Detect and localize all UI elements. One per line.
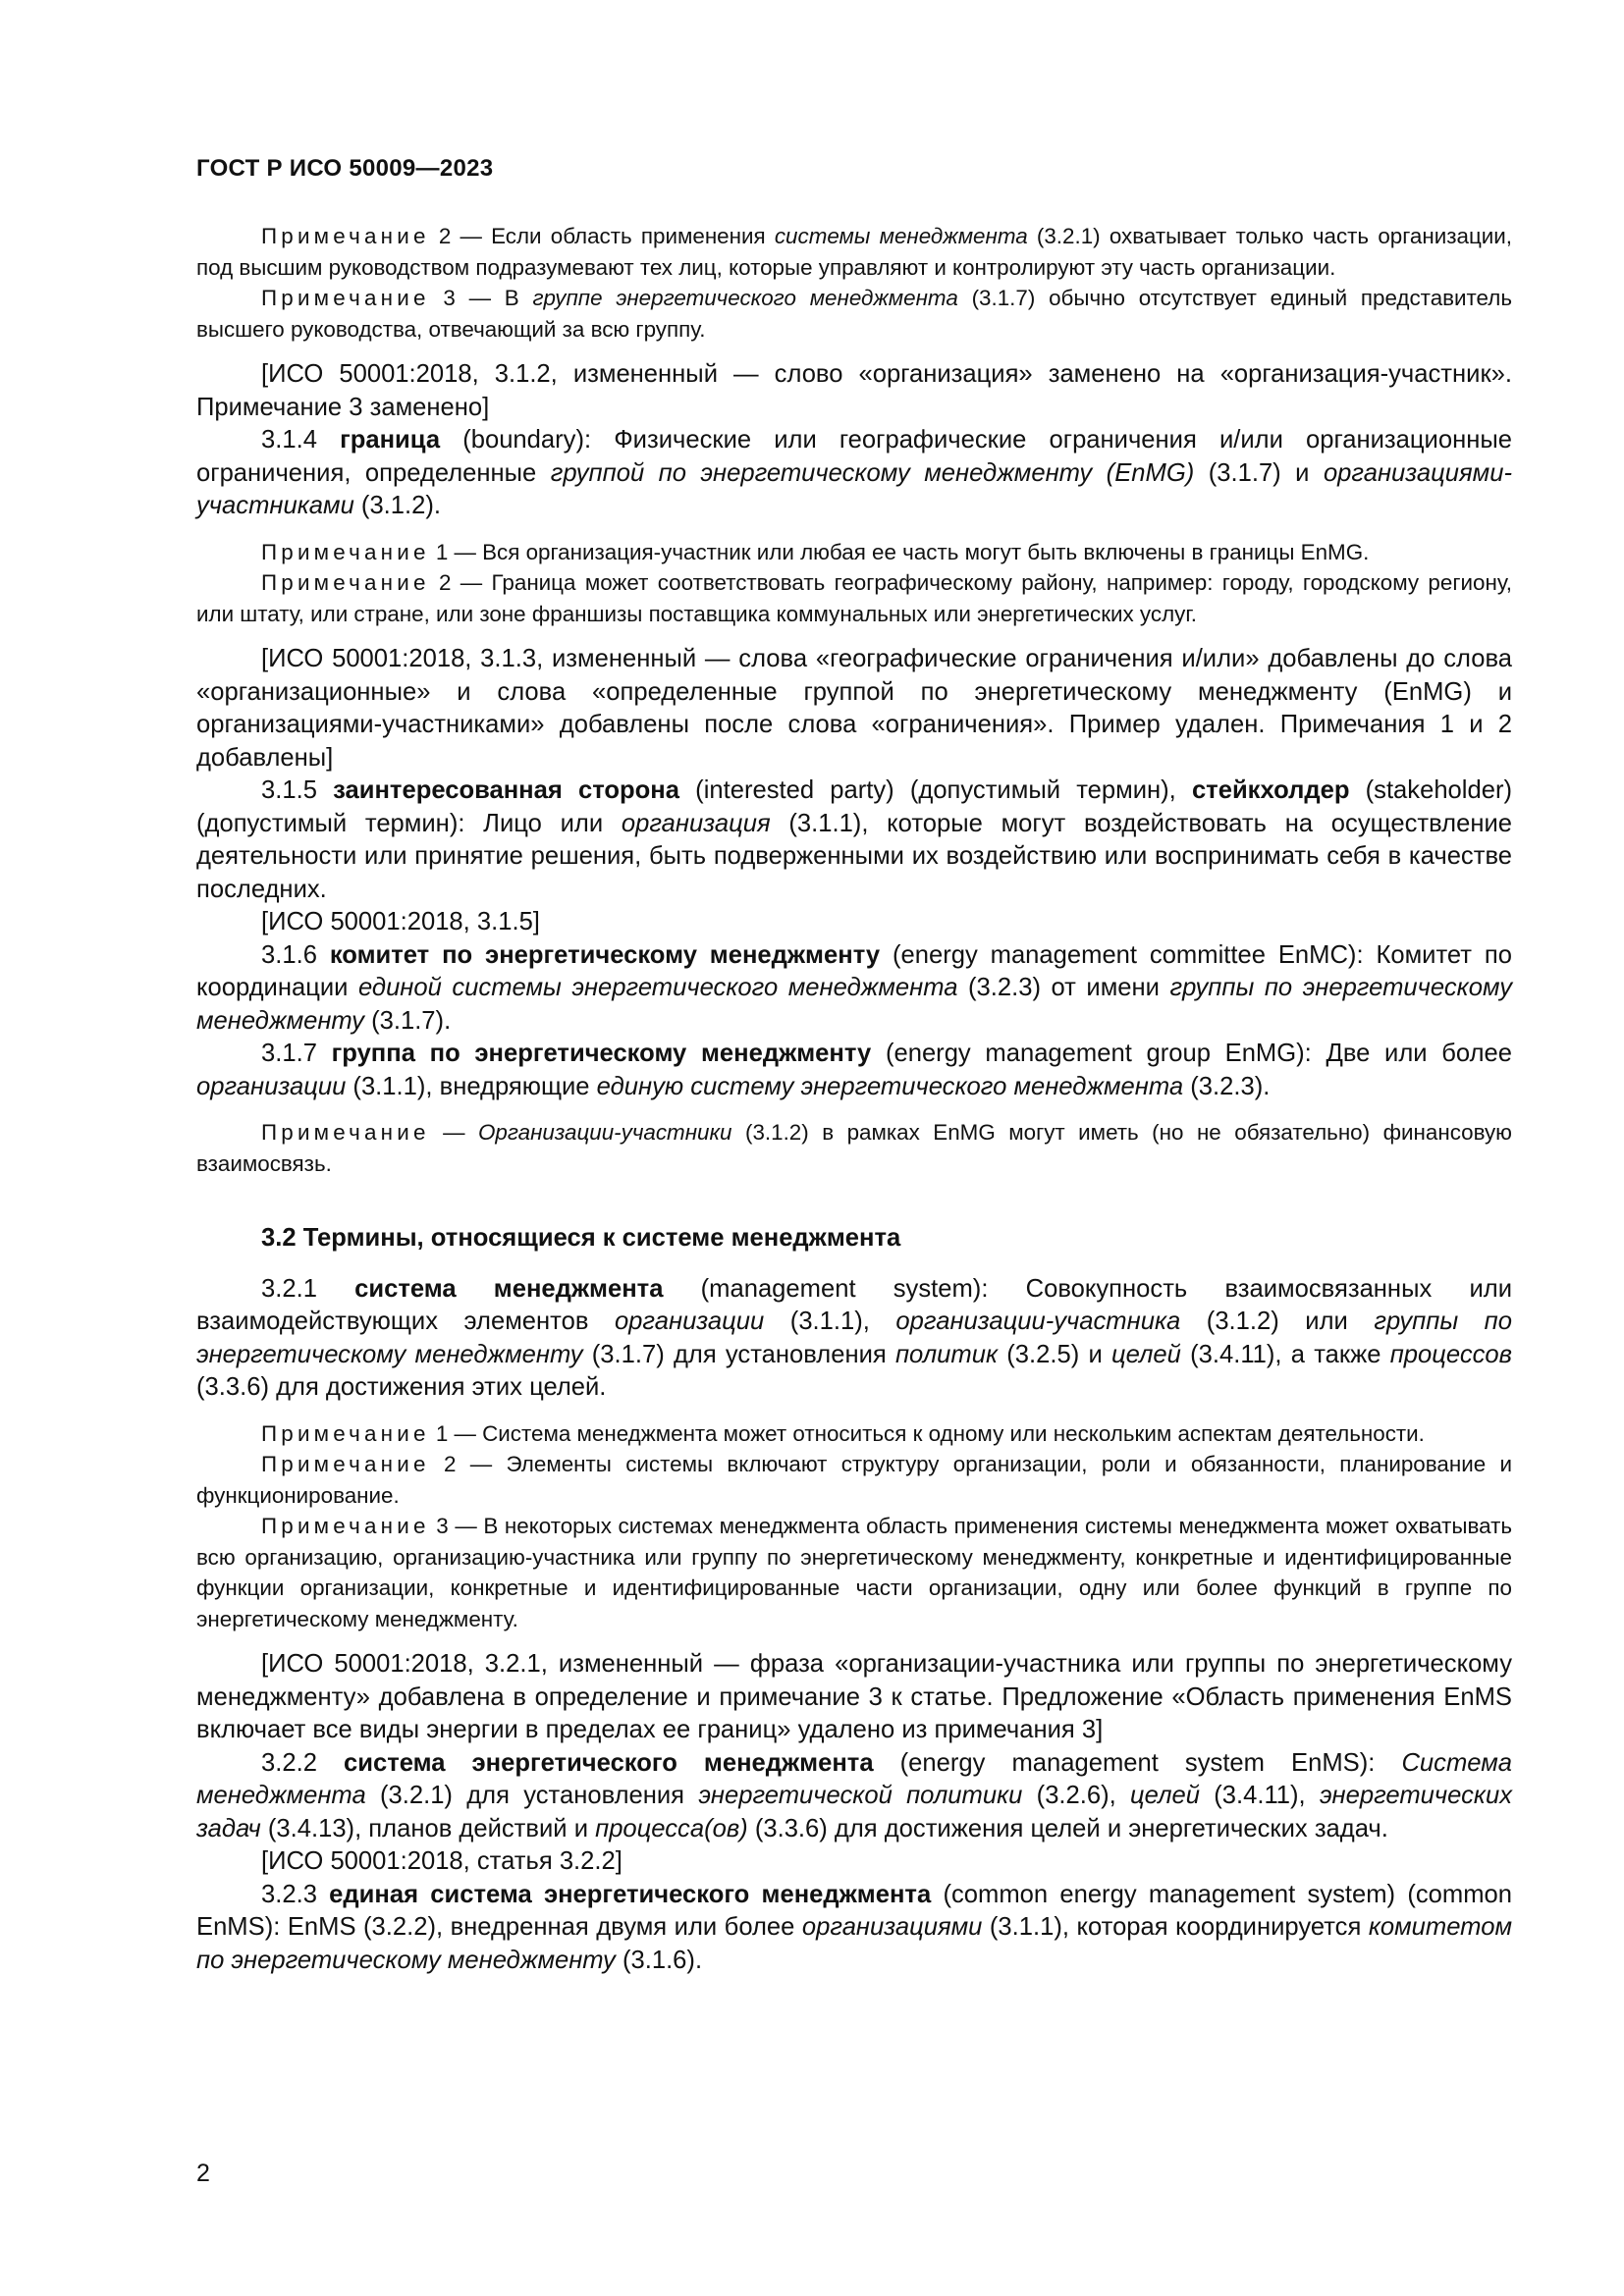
note-3-group	[196, 283, 1512, 345]
term-3-1-4	[196, 424, 1512, 523]
term-ref: процессов	[1389, 1340, 1513, 1368]
term-name: единая система энергетического менеджмента	[329, 1880, 932, 1908]
term-text: (3.4.13), планов действий и	[260, 1814, 596, 1842]
note-text: 2 — Элементы системы включают структуру организации, роли и обязанности, планирование и функционирование.	[196, 1452, 1512, 1508]
note-3-1-7	[196, 1117, 1512, 1179]
term-text: (3.2.1) для установления	[365, 1782, 699, 1809]
term-ref: организациями	[801, 1913, 983, 1941]
source-ref-3-2-2: [ИСО 50001:2018, статья 3.2.2]	[261, 1847, 623, 1875]
term-ref: Система менеджмента	[196, 1748, 1513, 1809]
note-label: Примечание	[261, 1420, 430, 1446]
note-3-2-1-2	[196, 1449, 1512, 1511]
note-term-ref: Организации-участники	[477, 1120, 732, 1145]
document-header: ГОСТ Р ИСО 50009—2023	[196, 155, 494, 182]
term-text: (3.2.6),	[1022, 1782, 1131, 1809]
term-text: (stakeholder) (допустимый термин): Лицо или	[196, 776, 1512, 837]
term-text: (3.2.3).	[1183, 1072, 1271, 1100]
term-ref: энергетической политики	[698, 1782, 1023, 1809]
note-text: 2 — Граница может соответствовать географическому району, например: городу, городскому региону, или штату, или стране, или зоне франшизы поставщика коммунальных или энергетических услуг.	[196, 570, 1512, 626]
term-text: (3.2.5) и	[998, 1340, 1111, 1368]
term-number: 3.1.7	[261, 1040, 332, 1067]
term-number: 3.2.1	[261, 1274, 355, 1303]
term-ref: процесса(ов)	[595, 1814, 748, 1842]
term-ref: целей	[1110, 1340, 1181, 1368]
term-ref: целей	[1130, 1782, 1200, 1809]
note-3-1-4-2	[196, 567, 1512, 629]
note-text: 2 — Если область применения	[429, 224, 775, 248]
term-name: система менеджмента	[354, 1274, 664, 1303]
note-text: 3 — В	[429, 286, 533, 310]
term-name: граница	[340, 426, 441, 454]
term-text: (energy management system EnMS):	[873, 1748, 1402, 1777]
term-3-2-2	[196, 1747, 1512, 1846]
term-text: (common energy management system) (common EnMS): EnMS (3.2.2), внедренная двумя или более	[196, 1880, 1512, 1941]
term-name: стейкхолдер	[1191, 776, 1350, 804]
term-ref: группы по энергетическому менеджменту	[196, 974, 1513, 1035]
term-ref: комитетом по энергетическому менеджменту	[196, 1913, 1512, 1974]
note-label: Примечание	[261, 1452, 430, 1476]
term-text: (3.1.2).	[353, 492, 442, 519]
term-ref: организации-участника	[895, 1308, 1181, 1335]
note-label: Примечание	[261, 1120, 430, 1145]
term-name: система энергетического менеджмента	[344, 1748, 874, 1777]
source-ref-3-2-1: [ИСО 50001:2018, 3.2.1, измененный — фраза «организации-участника или группы по энергетическому менеджменту» добавлена в определение и примечание 3 к статье. Предложение «Область применения EnMS включает все виды энергии в пределах ее границ» удалено из примечания 3]	[196, 1650, 1512, 1743]
term-text: (3.3.6) для достижения этих целей.	[196, 1373, 607, 1401]
term-text: (3.1.1), внедряющие	[346, 1072, 597, 1100]
term-ref: единой системы энергетического менеджмента	[357, 974, 958, 1001]
page-number: 2	[196, 2160, 210, 2187]
term-text: (3.1.1), которая координируется	[982, 1913, 1369, 1941]
term-ref: организациями-участниками	[196, 458, 1512, 519]
term-text: (3.4.11), а также	[1180, 1340, 1390, 1368]
term-text: (energy management group EnMG): Две или более	[871, 1040, 1512, 1067]
term-ref: организации	[614, 1308, 765, 1335]
term-text: (3.1.7) для установления	[582, 1340, 895, 1368]
term-ref: группой по энергетическому менеджменту (EnMG)	[550, 458, 1195, 487]
note-text: 1 — Вся организация-участник или любая ее часть могут быть включены в границы EnMG.	[429, 539, 1370, 564]
term-ref: энергетических задач	[196, 1782, 1513, 1842]
note-2-scope	[196, 221, 1512, 283]
note-label: Примечание	[261, 224, 430, 248]
note-text: (3.2.1) охватывает только часть организации, под высшим руководством подразумевают тех лиц, которые управляют и контролируют эту часть организации.	[196, 224, 1512, 280]
term-text: (3.4.11),	[1199, 1782, 1320, 1809]
document-body	[196, 221, 1512, 1977]
term-text: (3.1.2) или	[1180, 1308, 1375, 1335]
note-label: Примечание	[261, 1514, 430, 1538]
note-3-2-1-3	[196, 1511, 1512, 1634]
term-3-1-7	[196, 1038, 1512, 1103]
term-text: (interested party) (допустимый термин),	[679, 776, 1192, 804]
term-name: группа по энергетическому менеджменту	[331, 1040, 872, 1067]
term-name: комитет по энергетическому менеджменту	[329, 940, 881, 969]
note-text: 3 — В некоторых системах менеджмента область применения системы менеджмента может охватывать всю организацию, организацию-участника или группу по энергетическому менеджменту, конкретные и идентифицированные функции организации, конкретные и идентифицированные части организации, одну или более функций в группе по энергетическому менеджменту.	[196, 1514, 1512, 1631]
term-number: 3.1.4	[261, 426, 341, 454]
term-ref: единую систему энергетического менеджмента	[596, 1072, 1184, 1100]
term-text: (3.3.6) для достижения целей и энергетических задач.	[747, 1814, 1388, 1842]
term-text: (3.2.3) от имени	[957, 974, 1170, 1001]
section-heading-3-2: 3.2 Термины, относящиеся к системе менеджмента	[261, 1224, 901, 1252]
source-ref-3-1-5: [ИСО 50001:2018, 3.1.5]	[261, 908, 540, 935]
note-text: —	[429, 1120, 478, 1145]
term-number: 3.2.2	[261, 1748, 344, 1777]
term-ref: организация	[621, 809, 771, 837]
term-3-2-3	[196, 1879, 1512, 1978]
term-text: (3.1.1), которые могут воздействовать на осуществление деятельности или принятие решения, быть подверженными их воздействию или воспринимать себя в качестве последних.	[196, 809, 1512, 903]
note-text: (3.1.7) обычно отсутствует единый представитель высшего руководства, отвечающий за всю группу.	[196, 286, 1512, 342]
note-term-ref: группе энергетического менеджмента	[532, 286, 958, 310]
note-text: 1 — Система менеджмента может относиться к одному или нескольким аспектам деятельности.	[429, 1420, 1425, 1446]
term-ref: политик	[894, 1340, 999, 1368]
term-3-1-6	[196, 939, 1512, 1039]
term-3-2-1	[196, 1273, 1512, 1405]
term-ref: группы по энергетическому менеджменту	[196, 1308, 1512, 1368]
term-text: (3.1.6).	[615, 1946, 703, 1974]
term-name: заинтересованная сторона	[333, 776, 679, 804]
term-number: 3.1.6	[261, 940, 330, 969]
source-ref-3-1-2: [ИСО 50001:2018, 3.1.2, измененный — слово «организация» заменено на «организация-участник». Примечание 3 заменено]	[196, 360, 1512, 421]
note-text: (3.1.2) в рамках EnMG могут иметь (но не обязательно) финансовую взаимосвязь.	[196, 1120, 1512, 1176]
term-number: 3.1.5	[261, 776, 334, 804]
source-ref-3-1-3: [ИСО 50001:2018, 3.1.3, измененный — слова «географические ограничения и/или» добавлены до слова «организационные» и слова «определенные группой по энергетическому менеджменту (EnMG) и организациями-участниками» добавлены после слова «ограничения». Пример удален. Примечания 1 и 2 добавлены]	[196, 645, 1512, 772]
note-term-ref: системы менеджмента	[774, 224, 1028, 248]
term-text: (energy management committee EnMC): Комитет по координации	[196, 940, 1512, 1001]
term-text: (3.1.7) и	[1194, 458, 1324, 487]
note-label: Примечание	[261, 570, 430, 595]
term-number: 3.2.3	[261, 1880, 330, 1908]
note-label: Примечание	[261, 539, 430, 564]
term-text: (3.1.7).	[363, 1006, 452, 1035]
term-3-1-5	[196, 774, 1512, 906]
note-label: Примечание	[261, 286, 430, 310]
note-3-1-4-1	[196, 537, 1512, 568]
note-3-2-1-1	[196, 1418, 1512, 1450]
term-text: (management system): Совокупность взаимосвязанных или взаимодействующих элементов	[196, 1274, 1512, 1335]
term-text: (3.1.1),	[764, 1308, 896, 1335]
term-text: (boundary): Физические или географические ограничения и/или организационные ограничения, определенные	[196, 426, 1512, 487]
term-ref: организации	[196, 1072, 347, 1100]
